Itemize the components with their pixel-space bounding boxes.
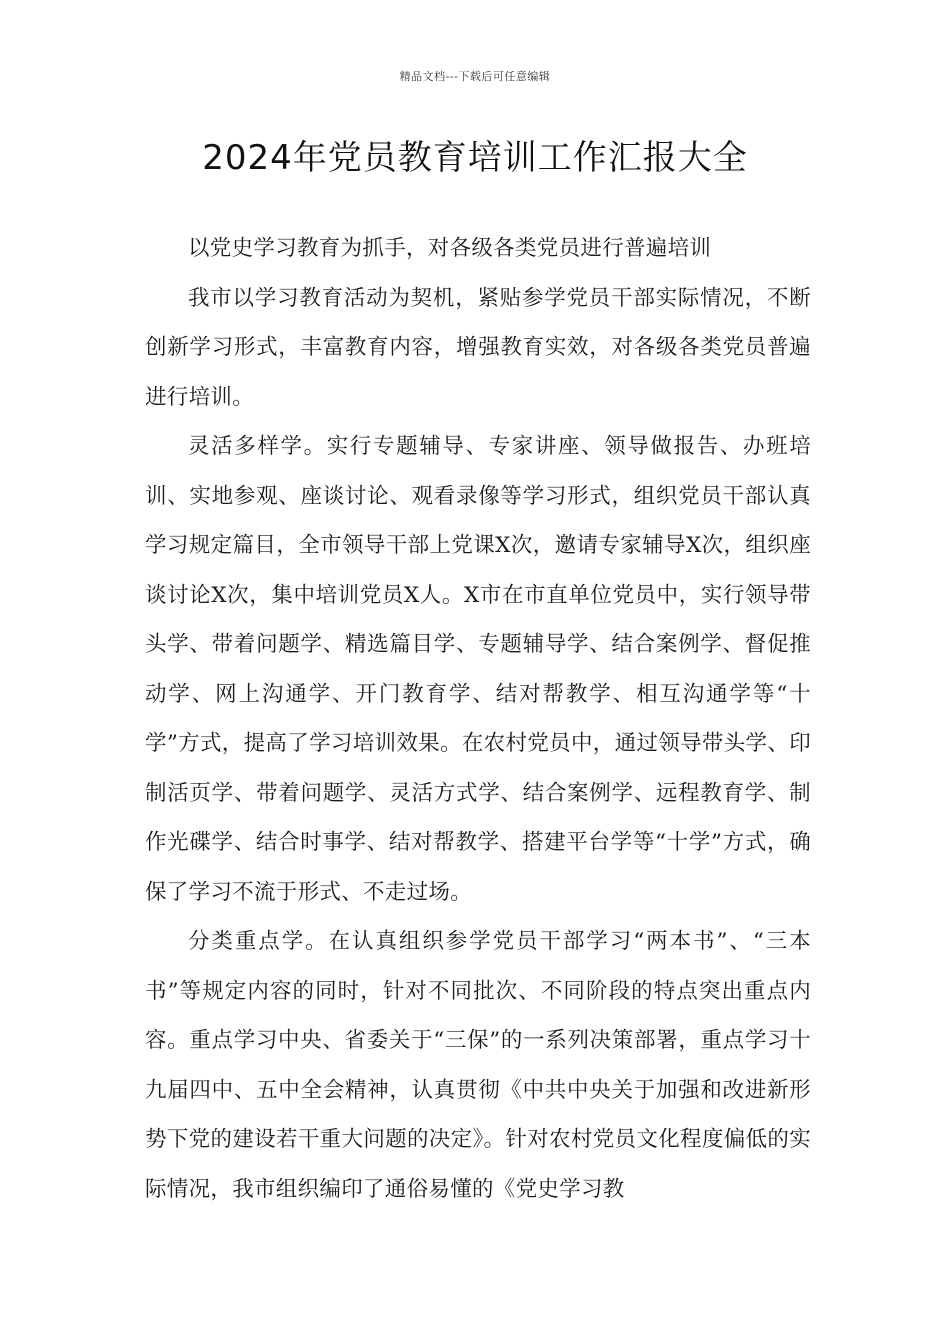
document-body: [145, 224, 811, 1214]
paragraph-subheading: 以党史学习教育为抓手，对各级各类党员进行普遍培训: [188, 236, 712, 261]
header-note: 精品文档---下载后可任意编辑: [399, 70, 551, 83]
paragraph: 分类重点学。在认真组织参学党员干部学习“两本书”、“三本书”等规定内容的同时，针对不同批次、不同阶段的特点突出重点内容。重点学习中央、省委关于“三保”的一系列决策部署，重点学习十九届四中、五中全会精神，认真贯彻《中共中央关于加强和改进新形势下党的建设若干重大问题的决定》。针对农村党员文化程度偏低的实际情况，我市组织编印了通俗易懂的《党史学习教: [145, 929, 811, 1202]
paragraph: 我市以学习教育活动为契机，紧贴参学党员干部实际情况，不断创新学习形式，丰富教育内容，增强教育实效，对各级各类党员普遍进行培训。: [145, 285, 811, 410]
document-title: 2024年党员教育培训工作汇报大全: [202, 138, 748, 178]
paragraph: 灵活多样学。实行专题辅导、专家讲座、领导做报告、办班培训、实地参观、座谈讨论、观看录像等学习形式，组织党员干部认真学习规定篇目，全市领导干部上党课X次，邀请专家辅导X次，组织座谈讨论X次，集中培训党员X人。X市在市直单位党员中，实行领导带头学、带着问题学、精选篇目学、专题辅导学、结合案例学、督促推动学、网上沟通学、开门教育学、结对帮教学、相互沟通学等“十学”方式，提高了学习培训效果。在农村党员中，通过领导带头学、印制活页学、带着问题学、灵活方式学、结合案例学、远程教育学、制作光碟学、结合时事学、结对帮教学、搭建平台学等“十学”方式，确保了学习不流于形式、不走过场。: [145, 434, 811, 905]
